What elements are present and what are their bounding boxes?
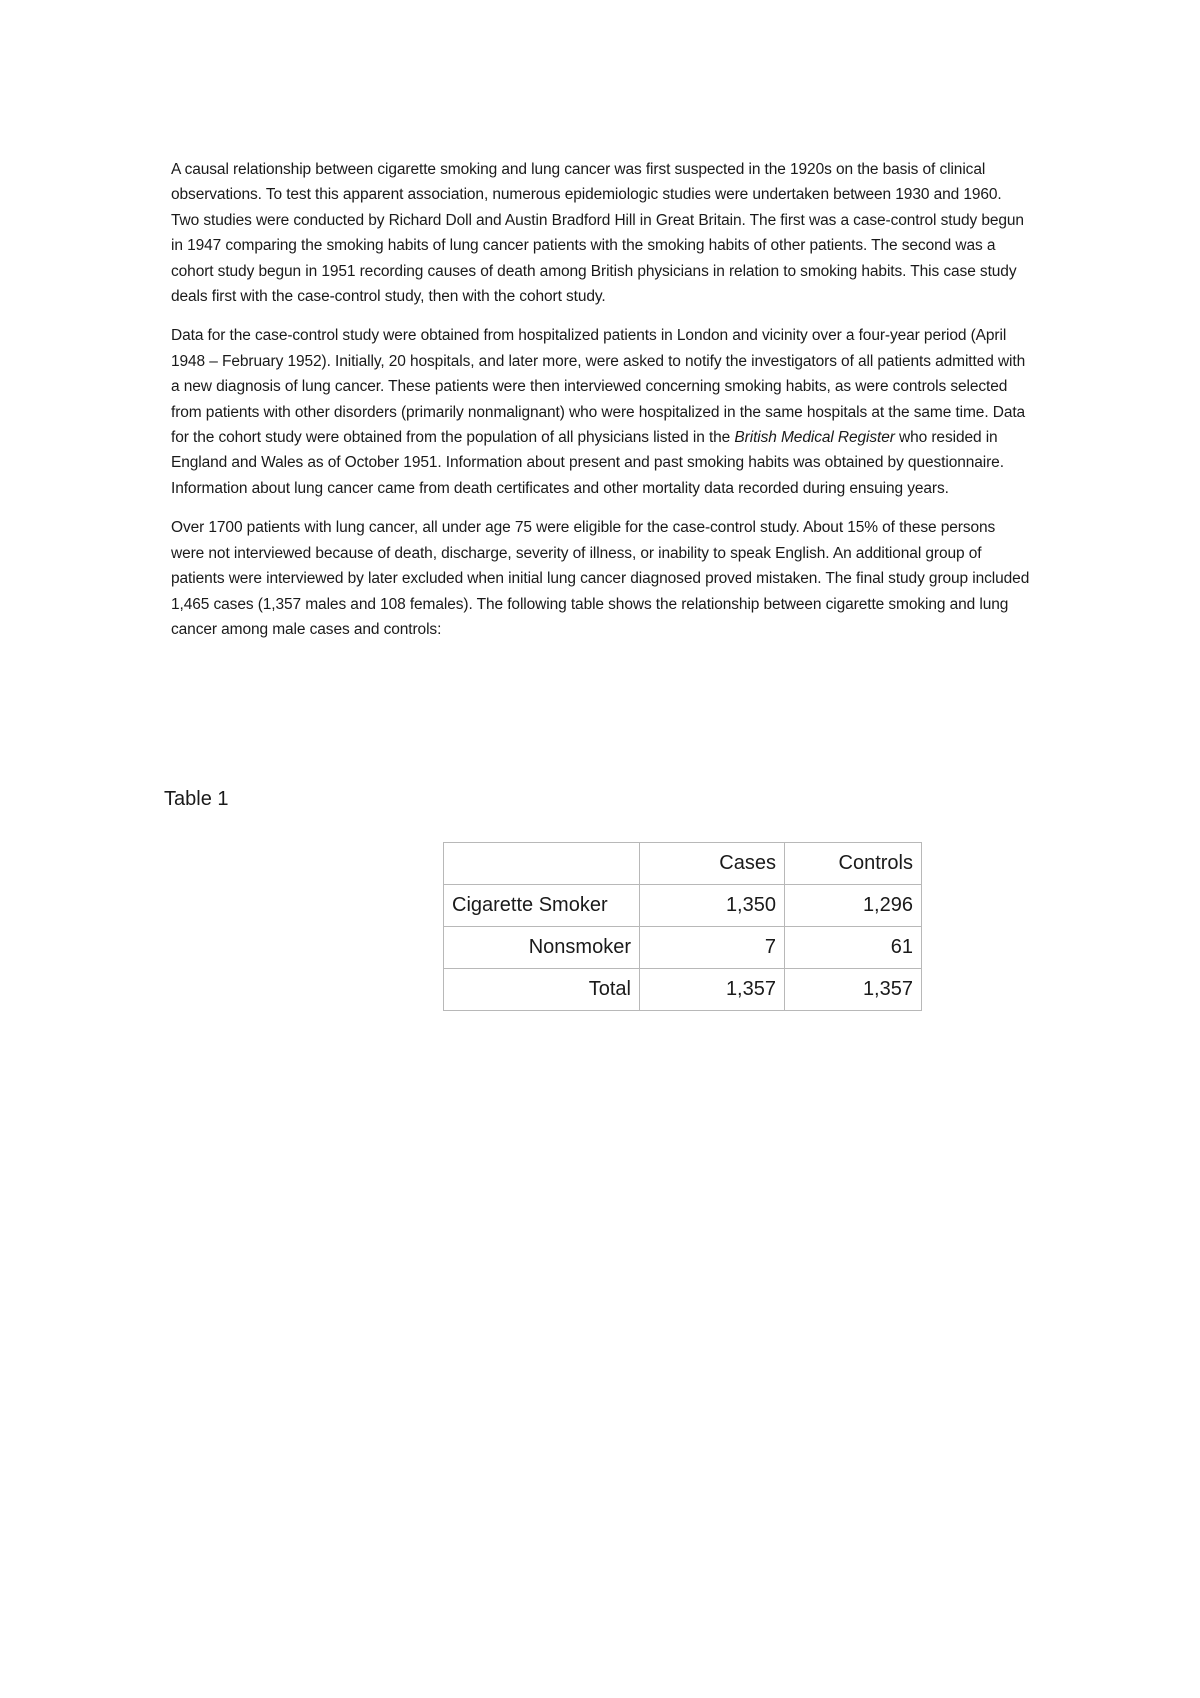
table-header-corner: [444, 843, 640, 885]
row-label-nonsmoker: Nonsmoker: [444, 927, 640, 969]
table-row: [444, 969, 922, 1011]
paragraph-data-sources-part-2: who resided in England and Wales as of October 1951. Information about present and past smoking habits was obtained by questionnaire. Information about lung cancer came from death certificates and other mortality data recorded during ensuing years.: [171, 429, 1004, 497]
smoking-cases-controls-table: [443, 842, 922, 1011]
table-row: [444, 927, 922, 969]
row-label-total: Total: [444, 969, 640, 1011]
paragraph-data-sources-part-1: Data for the case-control study were obtained from hospitalized patients in London and vicinity over a four-year period (April 1948 – February 1952). Initially, 20 hospitals, and later more, were asked to notify the investigators of all patients admitted with a new diagnosis of lung cancer. These patients were then interviewed concerning smoking habits, as were controls selected from patients with other disorders (primarily nonmalignant) who were hospitalized in the same hospitals at the same time. Data for the cohort study were obtained from the population of all physicians listed in the: [171, 327, 1026, 447]
cell-controls: 1,296: [785, 885, 922, 927]
table-header-row: [444, 843, 922, 885]
paragraph-study-group: Over 1700 patients with lung cancer, all under age 75 were eligible for the case-control study. About 15% of these persons were not interviewed because of death, discharge, severity of illness, or inability to speak English. An additional group of patients were interviewed by later excluded when initial lung cancer diagnosed proved mistaken. The final study group included 1,465 cases (1,357 males and 108 females). The following table shows the relationship between cigarette smoking and lung cancer among male cases and controls:: [171, 519, 1030, 638]
cell-controls: 61: [785, 927, 922, 969]
cell-cases: 7: [640, 927, 785, 969]
cell-cases: 1,357: [640, 969, 785, 1011]
row-label-cigarette-smoker: Cigarette Smoker: [444, 885, 640, 927]
paragraph-intro: A causal relationship between cigarette smoking and lung cancer was first suspected in the 1920s on the basis of clinical observations. To test this apparent association, numerous epidemiologic studies were undertaken between 1930 and 1960. Two studies were conducted by Richard Doll and Austin Bradford Hill in Great Britain. The first was a case-control study begun in 1947 comparing the smoking habits of lung cancer patients with the smoking habits of other patients. The second was a cohort study begun in 1951 recording causes of death among British physicians in relation to smoking habits. This case study deals first with the case-control study, then with the cohort study.: [171, 161, 1024, 306]
paragraph-data-sources: [171, 323, 1031, 501]
table-row: [444, 885, 922, 927]
table-header-cases: Cases: [640, 843, 785, 885]
cell-controls: 1,357: [785, 969, 922, 1011]
cell-cases: 1,350: [640, 885, 785, 927]
table-header-controls: Controls: [785, 843, 922, 885]
register-title: British Medical Register: [734, 429, 895, 447]
table-caption: Table 1: [164, 788, 229, 810]
body-text: [171, 157, 1031, 656]
